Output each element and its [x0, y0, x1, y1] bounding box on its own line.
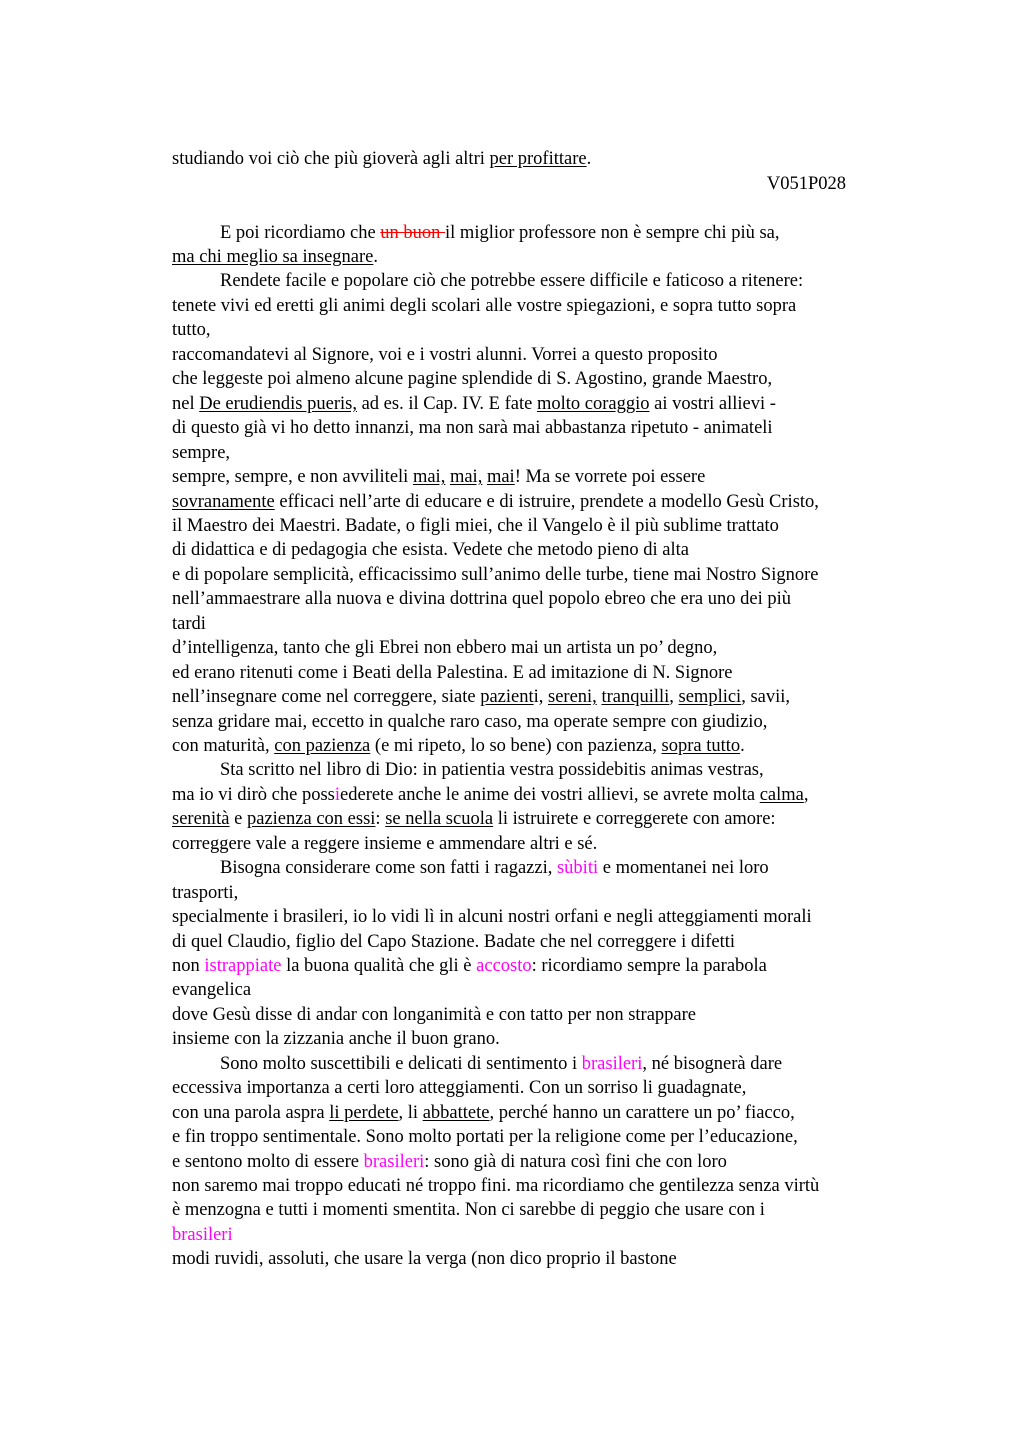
underlined-text: molto coraggio — [536, 394, 650, 414]
text-line: tardi — [172, 614, 206, 634]
text-line: che leggeste poi almeno alcune pagine splendide di S. Agostino, grande Maestro, — [172, 369, 773, 389]
text-line: non saremo mai troppo educati né troppo fini. ma ricordiamo che gentilezza senza virtù — [172, 1176, 820, 1196]
text-line: modi ruvidi, assoluti, che usare la verga (non dico proprio il bastone — [172, 1249, 677, 1269]
text-line: ed erano ritenuti come i Beati della Palestina. E ad imitazione di N. Signore — [172, 663, 733, 683]
text-span: , savii, — [741, 687, 791, 707]
text-line: raccomandatevi al Signore, voi e i vostri alunni. Vorrei a questo proposito — [172, 345, 718, 365]
text-line — [172, 147, 591, 171]
text-span: , li — [398, 1103, 423, 1123]
text-span: li istruirete e correggerete con amore: — [493, 809, 776, 829]
text-span: (e mi ripeto, lo so bene) con pazienza, — [370, 736, 662, 756]
text-line: di questo già vi ho detto innanzi, ma non sarà mai abbastanza ripetuto - animateli — [172, 418, 773, 438]
text-line — [172, 392, 776, 416]
text-span: la buona qualità che gli è — [281, 956, 477, 976]
highlighted-text: sùbiti — [556, 858, 599, 878]
underlined-text: mai — [486, 467, 515, 487]
text-span: Sono molto suscettibili e delicati di sentimento i — [220, 1054, 582, 1074]
highlighted-text: accosto — [476, 956, 532, 976]
underlined-text: per profittare — [489, 149, 587, 169]
text-line — [172, 245, 378, 269]
text-span: con una parola aspra — [172, 1103, 330, 1123]
underlined-text: sovranamente — [172, 492, 275, 512]
text-line: è menzogna e tutti i momenti smentita. Non ci sarebbe di peggio che usare con i — [172, 1200, 765, 1220]
text-line — [172, 465, 705, 489]
text-line — [172, 734, 745, 758]
underlined-text: pazient — [480, 687, 534, 707]
underlined-text: mai, — [449, 467, 483, 487]
text-line: evangelica — [172, 980, 252, 1000]
text-span: ! Ma se vorrete poi essere — [514, 467, 706, 487]
underlined-text: De erudiendis pueris, — [199, 394, 357, 414]
text-span: il miglior professore non è sempre chi più sa, — [445, 223, 780, 243]
text-line — [220, 221, 780, 245]
text-line: e fin troppo sentimentale. Sono molto portati per la religione come per l’educazione, — [172, 1127, 798, 1147]
underlined-text: li perdete — [329, 1103, 399, 1123]
text-span: e sentono molto di essere — [172, 1152, 364, 1172]
text-line — [220, 1052, 782, 1076]
text-line — [172, 954, 767, 978]
text-line: trasporti, — [172, 883, 239, 903]
text-line — [172, 1101, 795, 1125]
text-span: , — [803, 785, 809, 805]
highlighted-text: brasileri — [581, 1054, 643, 1074]
text-span: ad es. il Cap. IV. E fate — [356, 394, 537, 414]
text-span: nel — [172, 394, 200, 414]
text-span: , — [669, 687, 679, 707]
text-line: di quel Claudio, figlio del Capo Stazione. Badate che nel correggere i difetti — [172, 932, 736, 952]
underlined-text: pazienza con essi — [247, 809, 376, 829]
text-line — [220, 856, 769, 880]
text-line — [172, 685, 790, 709]
text-line: insieme con la zizzania anche il buon grano. — [172, 1029, 500, 1049]
underlined-text: sereni, — [548, 687, 597, 707]
underlined-text: mai, — [412, 467, 446, 487]
text-span: : ricordiamo sempre la parabola — [531, 956, 767, 976]
text-span: . — [586, 149, 592, 169]
text-span: ai vostri allievi - — [649, 394, 776, 414]
text-line — [172, 1150, 727, 1174]
highlighted-text: brasileri — [363, 1152, 425, 1172]
text-span: nell’insegnare come nel correggere, siate — [172, 687, 481, 707]
text-line: correggere vale a reggere insieme e ammendare altri e sé. — [172, 834, 598, 854]
text-line: specialmente i brasileri, io lo vidi lì in alcuni nostri orfani e negli atteggiamenti morali — [172, 907, 812, 927]
text-span: Bisogna considerare come son fatti i ragazzi, — [220, 858, 557, 878]
underlined-text: serenità — [172, 809, 230, 829]
text-line: tutto, — [172, 320, 211, 340]
page-code: V051P028 — [766, 174, 846, 194]
underlined-text: se nella scuola — [385, 809, 494, 829]
underlined-text: ma chi meglio sa insegnare — [172, 247, 374, 267]
text-line: tenete vivi ed eretti gli animi degli scolari alle vostre spiegazioni, e sopra tutto sopra — [172, 296, 797, 316]
text-span: con maturità, — [172, 736, 275, 756]
text-span: . — [740, 736, 745, 756]
text-line: dove Gesù disse di andar con longanimità e con tatto per non strappare — [172, 1005, 697, 1025]
text-line: il Maestro dei Maestri. Badate, o figli miei, che il Vangelo è il più sublime trattato — [172, 516, 779, 536]
text-line: senza gridare mai, eccetto in qualche raro caso, ma operate sempre con giudizio, — [172, 712, 768, 732]
text-line — [172, 807, 776, 831]
text-span: E poi ricordiamo che — [220, 223, 381, 243]
text-span: . — [373, 247, 379, 267]
underlined-text: sopra tutto — [661, 736, 741, 756]
text-line — [172, 783, 808, 807]
underlined-text: calma — [759, 785, 804, 805]
highlighted-text: i — [334, 785, 341, 805]
text-line: Sta scritto nel libro di Dio: in patientia vestra possidebitis animas vestras, — [220, 760, 764, 780]
text-line: nell’ammaestrare alla nuova e divina dottrina quel popolo ebreo che era uno dei più — [172, 589, 792, 609]
text-line: d’intelligenza, tanto che gli Ebrei non ebbero mai un artista un po’ degno, — [172, 638, 718, 658]
underlined-text: abbattete — [422, 1103, 490, 1123]
underlined-text: semplici — [678, 687, 742, 707]
text-span: sempre, sempre, e non avviliteli — [172, 467, 413, 487]
text-span: , né bisognerà dare — [642, 1054, 783, 1074]
text-span: , perché hanno un carattere un po’ fiacco, — [489, 1103, 795, 1123]
text-line: Rendete facile e popolare ciò che potrebbe essere difficile e faticoso a ritenere: — [220, 271, 804, 291]
text-span: e — [229, 809, 247, 829]
text-span: ederete anche le anime dei vostri allievi, se avrete molta — [340, 785, 760, 805]
text-line: di didattica e di pedagogia che esista. Vedete che metodo pieno di alta — [172, 540, 689, 560]
underlined-text: con pazienza — [274, 736, 371, 756]
text-span: efficaci nell’arte di educare e di istruire, prendete a modello Gesù Cristo, — [274, 492, 819, 512]
highlighted-text: brasileri — [172, 1225, 233, 1245]
text-span: ma io vi dirò che poss — [172, 785, 335, 805]
text-span: non — [172, 956, 205, 976]
text-span: : sono già di natura così fini che con loro — [424, 1152, 727, 1172]
underlined-text: tranquilli — [601, 687, 670, 707]
text-span: e momentanei nei loro — [598, 858, 769, 878]
text-line: e di popolare semplicità, efficacissimo sull’animo delle turbe, tiene mai Nostro Signore — [172, 565, 819, 585]
deleted-text: un buon — [380, 223, 446, 243]
text-line: eccessiva importanza a certi loro atteggiamenti. Con un sorriso li guadagnate, — [172, 1078, 747, 1098]
text-span: : — [375, 809, 386, 829]
text-line — [172, 490, 819, 514]
text-span: i, — [533, 687, 548, 707]
highlighted-text: istrappiate — [204, 956, 282, 976]
text-span: studiando voi ciò che più gioverà agli altri — [172, 149, 490, 169]
text-line: sempre, — [172, 443, 231, 463]
